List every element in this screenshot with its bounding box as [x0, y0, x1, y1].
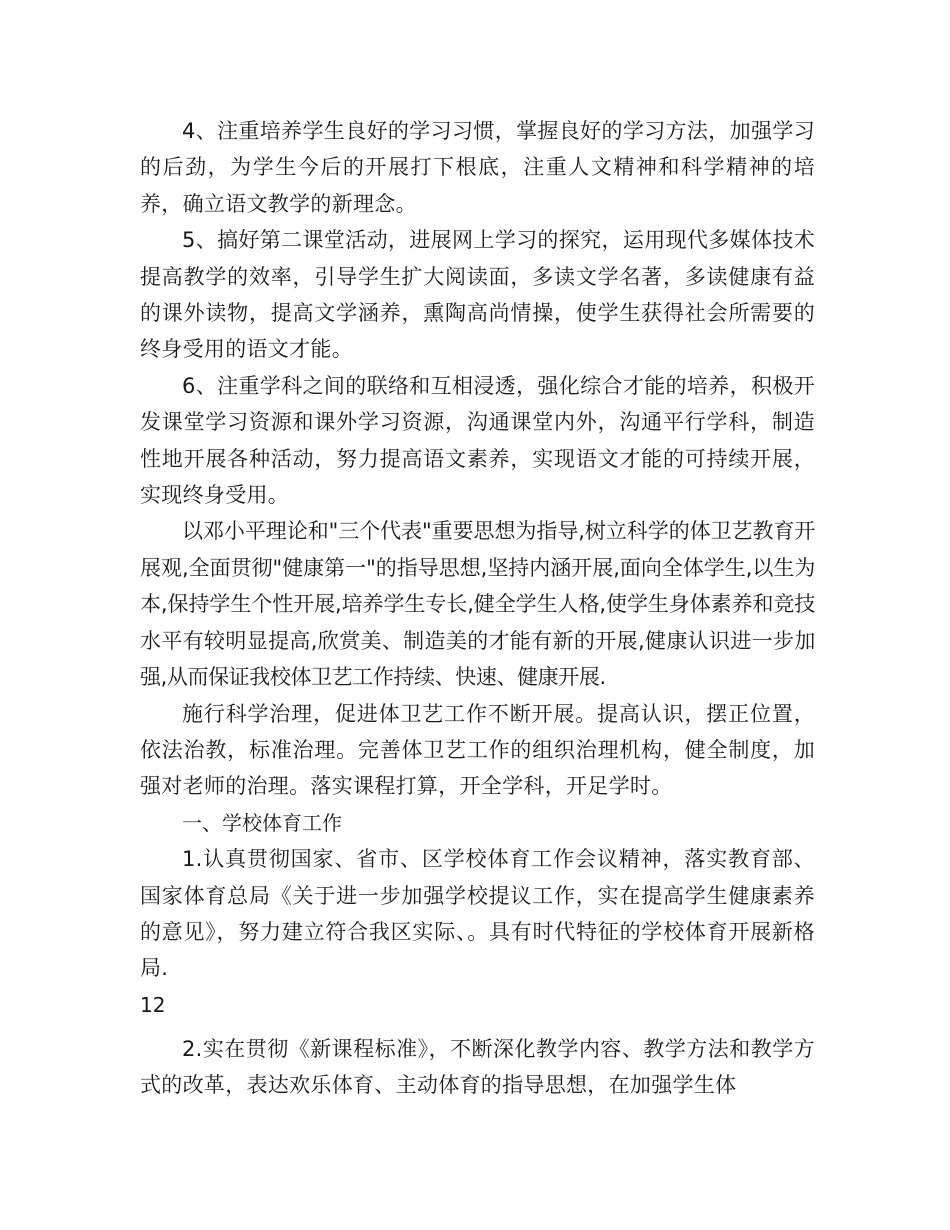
section-heading: 一、学校体育工作 [182, 810, 342, 835]
paragraph-management: 施行科学治理，促进体卫艺工作不断开展。提高认识，摆正位置，依法治教，标准治理。完善体卫艺工作的组织治理机构，健全制度，加强对老师的治理。落实课程打算，开全学科，开足学时。 [140, 701, 815, 799]
page-number: 12 [140, 992, 166, 1017]
list-item-1: 1.认真贯彻国家、省市、区学校体育工作会议精神，落实教育部、国家体育总局《关于进一步加强学校提议工作，实在提高学生健康素养的意见》，努力建立符合我区实际、。具有时代特征的学校体育开展新格局. [140, 847, 815, 981]
paragraph-interdisciplinary: 6、注重学科之间的联络和互相浸透，强化综合才能的培养，积极开发课堂学习资源和课外学习资源，沟通课堂内外，沟通平行学科，制造性地开展各种活动，努力提高语文素养，实现语文才能的可持续开展，实现终身受用。 [140, 373, 815, 508]
list-item-2: 2.实在贯彻《新课程标准》，不断深化教学内容、教学方法和教学方式的改革，表达欢乐体育、主动体育的指导思想，在加强学生体 [140, 1036, 815, 1098]
document-body [140, 113, 815, 1104]
paragraph-habits: 4、注重培养学生良好的学习习惯，掌握良好的学习方法，加强学习的后劲，为学生今后的开展打下根底，注重人文精神和科学精神的培养，确立语文教学的新理念。 [140, 119, 815, 216]
paragraph-guiding-ideology: 以邓小平理论和"三个代表"重要思想为指导,树立科学的体卫艺教育开展观,全面贯彻"健康第一"的指导思想,坚持内涵开展,面向全体学生,以生为本,保持学生个性开展,培养学生专长,健全学生人格,使学生身体素养和竞技水平有较明显提高,欣赏美、制造美的才能有新的开展,健康认识进一步加强,从而保证我校体卫艺工作持续、快速、健康开展. [140, 519, 815, 690]
paragraph-second-classroom: 5、搞好第二课堂活动，进展网上学习的探究，运用现代多媒体技术提高教学的效率，引导学生扩大阅读面，多读文学名著，多读健康有益的课外读物，提高文学涵养，熏陶高尚情操，使学生获得社会所需要的终身受用的语文才能。 [140, 228, 815, 362]
